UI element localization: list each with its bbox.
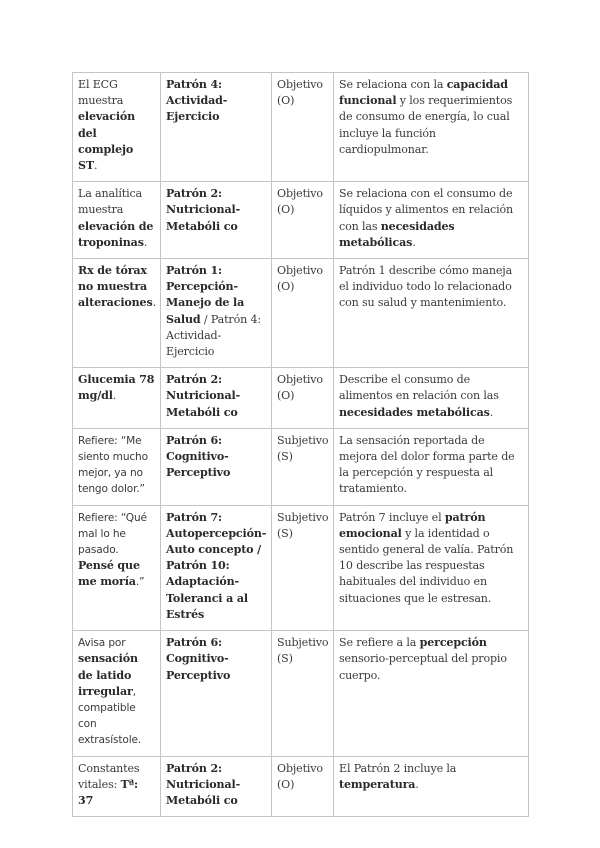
justification-cell: [334, 259, 529, 368]
cell-text: .: [143, 235, 148, 249]
table-row: [73, 756, 529, 817]
cell-text: , compatible con extrasístole.: [78, 685, 142, 747]
cell-text: Describe el consumo de alimentos en relación con las: [339, 373, 499, 403]
cell-text: .: [93, 159, 98, 173]
finding-cell: [73, 182, 161, 259]
type-cell: [272, 756, 334, 817]
justification-cell: [334, 368, 529, 429]
cell-text: .: [412, 235, 416, 249]
type-cell: [272, 259, 334, 368]
cell-text: Patrón 7 incluye el: [339, 510, 445, 524]
bold-text: Patrón 2: Nutricional-Metabóli co: [166, 373, 241, 419]
bold-text: Tª: 37: [78, 777, 138, 807]
bold-text: Patrón 6: Cognitivo-Perceptivo: [166, 433, 231, 480]
cell-text: Subjetivo (S): [277, 433, 329, 464]
cell-text: .: [489, 405, 494, 419]
table-body: [73, 73, 529, 817]
cell-text: Objetivo (O): [277, 78, 323, 108]
bold-text: elevación del complejo ST: [78, 110, 136, 173]
table-row: [73, 73, 529, 182]
cell-text: La analítica muestra: [78, 187, 143, 217]
cell-text: / Patrón 4: Actividad-Ejercicio: [166, 312, 261, 359]
type-cell: [272, 73, 334, 182]
cell-text: Objetivo (O): [277, 187, 323, 217]
type-cell: [272, 631, 334, 756]
cell-text: y la identidad o sentido general de valía. Patrón 10 describe las respuestas habituales del individuo en situaciones que le estresan.: [339, 526, 514, 605]
bold-text: Pensé que me moría: [78, 559, 140, 589]
bold-text: temperatura: [339, 777, 416, 791]
finding-cell: [73, 368, 161, 429]
finding-cell: [73, 505, 161, 630]
bold-text: capacidad funcional: [339, 78, 508, 108]
finding-cell: [73, 631, 161, 756]
bold-text: necesidades metabólicas: [339, 219, 455, 249]
bold-text: Patrón 4: Actividad-Ejercicio: [166, 78, 228, 124]
cell-text: Objetivo (O): [277, 761, 323, 791]
bold-text: Patrón 6: Cognitivo-Perceptivo: [166, 636, 231, 682]
cell-text: .: [152, 296, 156, 310]
cell-text: Avisa por: [78, 637, 126, 650]
table-row: [73, 505, 529, 630]
justification-cell: [334, 756, 529, 817]
cell-text: El Patrón 2 incluye la: [339, 761, 457, 775]
bold-text: sensación de latido irregular: [78, 652, 138, 698]
bold-text: Patrón 2: Nutricional-Metabóli co: [166, 761, 241, 807]
bold-text: percepción: [419, 636, 487, 650]
type-cell: [272, 368, 334, 429]
cell-text: Objetivo (O): [277, 373, 323, 403]
cell-text: Se relaciona con la: [339, 78, 447, 91]
bold-text: Patrón 7: Autopercepción-Auto concepto / Patrón 10: Adaptación-Toleranci a al Estrés: [166, 510, 267, 621]
pattern-cell: [161, 631, 272, 756]
cell-text: Constantes vitales:: [78, 761, 140, 791]
bold-text: elevación de troponinas: [78, 219, 154, 249]
cell-text: .: [415, 777, 419, 791]
justification-cell: [334, 631, 529, 756]
justification-cell: [334, 73, 529, 182]
justification-cell: [334, 182, 529, 259]
finding-cell: [73, 259, 161, 368]
pattern-cell: [161, 73, 272, 182]
type-cell: [272, 182, 334, 259]
pattern-cell: [161, 182, 272, 259]
cell-text: Se refiere a la: [339, 636, 420, 650]
pattern-cell: [161, 756, 272, 817]
cell-text: La sensación reportada de mejora del dolor forma parte de la percepción y respuesta al tratamiento.: [339, 433, 515, 496]
table-row: [73, 428, 529, 505]
table-row: [73, 368, 529, 429]
cell-text: Subjetivo (S): [277, 510, 329, 540]
bold-text: necesidades metabólicas: [339, 405, 490, 419]
table-row: [73, 259, 529, 368]
bold-text: Rx de tórax no muestra alteraciones: [78, 264, 153, 310]
table-row: [73, 182, 529, 259]
cell-text: y los requerimientos de consumo de energía, lo cual incluye la función cardiopulmonar.: [339, 94, 513, 156]
bold-text: Glucemia 78 mg/dl: [78, 373, 155, 403]
finding-cell: [73, 756, 161, 817]
cell-text: El ECG muestra: [78, 78, 124, 108]
cell-text: Refiere: “Me siento mucho mejor, ya no tengo dolor.”: [78, 434, 148, 496]
finding-cell: [73, 73, 161, 182]
cell-text: .”: [135, 576, 145, 589]
bold-text: Patrón 2: Nutricional-Metabóli co: [166, 187, 241, 233]
cell-text: Objetivo (O): [277, 264, 323, 294]
type-cell: [272, 428, 334, 505]
cell-text: Refiere: “Qué mal lo he pasado.: [78, 511, 147, 557]
pattern-cell: [161, 428, 272, 505]
cell-text: Se relaciona con el consumo de líquidos y alimentos en relación con las: [339, 187, 514, 233]
bold-text: patrón emocional: [339, 510, 486, 540]
cell-text: Patrón 1 describe cómo maneja el individuo todo lo relacionado con su salud y mantenimiento.: [339, 264, 513, 310]
table-row: [73, 631, 529, 756]
bold-text: Patrón 1: Percepción-Manejo de la Salud: [166, 264, 245, 326]
cell-text: .: [112, 389, 117, 403]
type-cell: [272, 505, 334, 630]
justification-cell: [334, 505, 529, 630]
finding-cell: [73, 428, 161, 505]
cell-text: Subjetivo (S): [277, 636, 329, 666]
cell-text: sensorio-perceptual del propio cuerpo.: [339, 652, 507, 682]
pattern-cell: [161, 259, 272, 368]
assessment-table: [72, 72, 529, 817]
pattern-cell: [161, 368, 272, 429]
justification-cell: [334, 428, 529, 505]
pattern-cell: [161, 505, 272, 630]
